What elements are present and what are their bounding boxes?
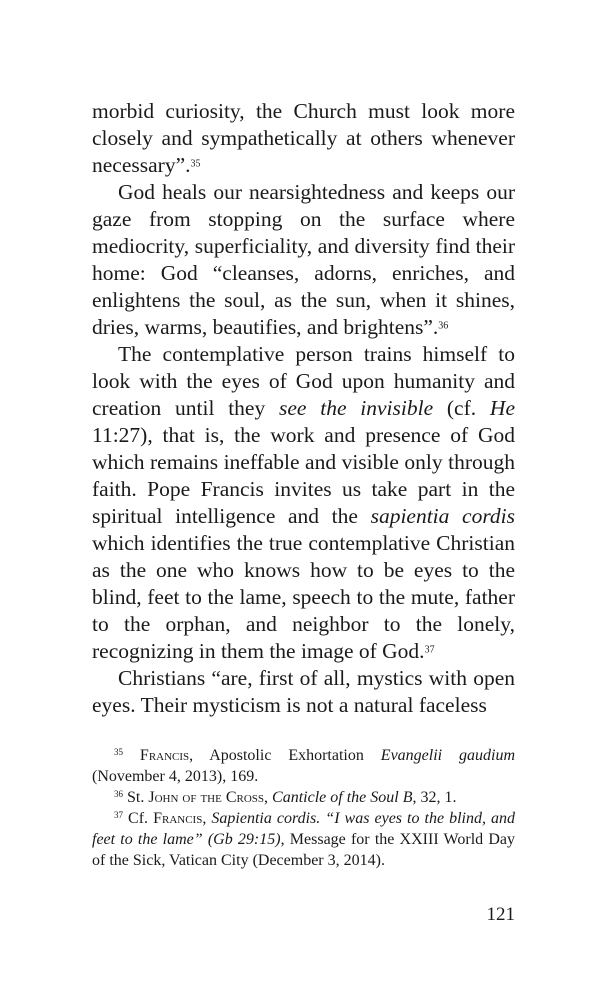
page-body [92, 98, 515, 719]
footnote-ref-37[interactable]: 37 [424, 644, 435, 656]
footnote-35: $^{35}$ Francis, Apostolic Exhortation Evangelii gaudium (November 4, 2013), 169. [92, 747, 516, 785]
footnote-36: $^{36}$ St. John of the Cross, Canticle of the Soul B, 32, 1. [114, 789, 457, 806]
footnote-ref-36[interactable]: 36 [438, 320, 449, 332]
paragraph-2: God heals our nearsightedness and keeps our gaze from stopping on the surface where mediocrity, superficiality, and diversity find their home: God “cleanses, adorns, enriches, and enlightens the soul, as the sun, when it shines, dries, warms, beautifies, and brightens”.$^{36}$ [92, 180, 515, 339]
paragraph-1: morbid curiosity, the Church must look more closely and sympathetically at others whenever necessary”.$^{35}$ [92, 99, 515, 177]
footnote-ref-35[interactable]: 35 [190, 158, 201, 170]
footnotes [92, 745, 515, 871]
paragraph-3: The contemplative person trains himself to look with the eyes of God upon humanity and creation until they see the invisible (cf. He 11:27), that is, the work and presence of God which remains ineffable and visible only through faith. Pope Francis invites us take part in the spiritual intelligence and the sapientia cordis which identifies the true contemplative Christian as the one who knows how to be eyes to the blind, feet to the lame, speech to the mute, father to the orphan, and neighbor to the lonely, recognizing in them the image of God.$^{37}$ [92, 342, 515, 663]
paragraph-4: Christians “are, first of all, mystics with open eyes. Their mysticism is not a natural faceless [92, 666, 515, 717]
footnote-37: $^{37}$ Cf. Francis, Sapientia cordis. “I was eyes to the blind, and feet to the lame” (Gb 29:15), Message for the XXIII World Day of the Sick, Vatican City (December 3, 2014). [92, 810, 516, 869]
page-number: 121 [486, 904, 515, 925]
body-text [92, 98, 515, 719]
